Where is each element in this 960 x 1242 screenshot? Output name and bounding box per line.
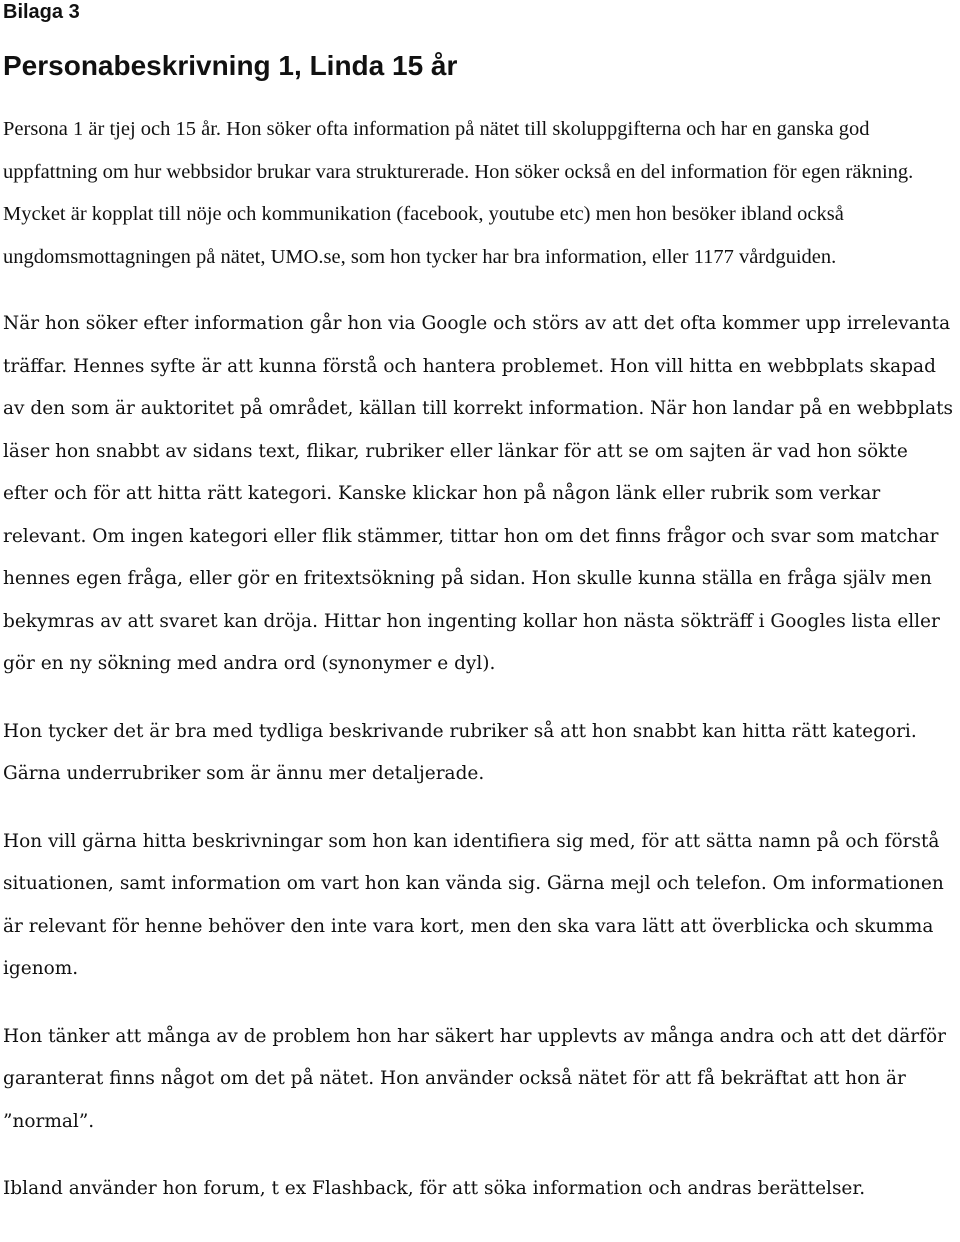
paragraph-3: Hon tycker det är bra med tydliga beskrivande rubriker så att hon snabbt kan hitta rätt kategori. Gärna underrubriker som är ännu mer detaljerade. xyxy=(3,720,917,784)
paragraph-4: Hon vill gärna hitta beskrivningar som hon kan identifiera sig med, för att sätta namn på och förstå situationen, samt information om vart hon kan vända sig. Gärna mejl och telefon. Om informationen är relevant för henne behöver den inte vara kort, men den ska vara lätt att överblicka och skumma igenom. xyxy=(3,830,944,979)
paragraph-2: När hon söker efter information går hon via Google och störs av att det ofta kommer upp irrelevanta träffar. Hennes syfte är att kunna förstå och hantera problemet. Hon vill hitta en webbplats skapad av den som är auktoritet på området, källan till korrekt information. När hon landar på en webbplats läser hon snabbt av sidans text, flikar, rubriker eller länkar för att se om sajten är vad hon sökte efter och för att hitta rätt kategori. Kanske klickar hon på någon länk eller rubrik som verkar relevant. Om ingen kategori eller flik stämmer, tittar hon om det finns frågor och svar som matchar hennes egen fråga, eller gör en fritextsökning på sidan. Hon skulle kunna ställa en fråga själv men bekymras av att svaret kan dröja. Hittar hon ingenting kollar hon nästa sökträff i Googles lista eller gör en ny sökning med andra ord (synonymer e dyl). xyxy=(3,313,954,674)
document-body xyxy=(3,108,958,1236)
paragraph-1: Persona 1 är tjej och 15 år. Hon söker ofta information på nätet till skoluppgifterna och har en ganska god uppfattning om hur webbsidor brukar vara strukturerade. Hon söker också en del information för egen räkning. Mycket är kopplat till nöje och kommunikation (facebook, youtube etc) men hon besöker ibland också ungdomsmottagningen på nätet, UMO.se, som hon tycker har bra information, eller 1177 vårdguiden. xyxy=(3,118,914,268)
appendix-label: Bilaga 3 xyxy=(3,1,80,23)
page-title: Personabeskrivning 1, Linda 15 år xyxy=(3,50,458,81)
paragraph-6: Ibland använder hon forum, t ex Flashback, för att söka information och andras berättelser. xyxy=(3,1178,866,1199)
paragraph-5: Hon tänker att många av de problem hon har säkert har upplevts av många andra och att det därför garanterat finns något om det på nätet. Hon använder också nätet för att få bekräftat att hon är ”normal”. xyxy=(3,1025,946,1132)
